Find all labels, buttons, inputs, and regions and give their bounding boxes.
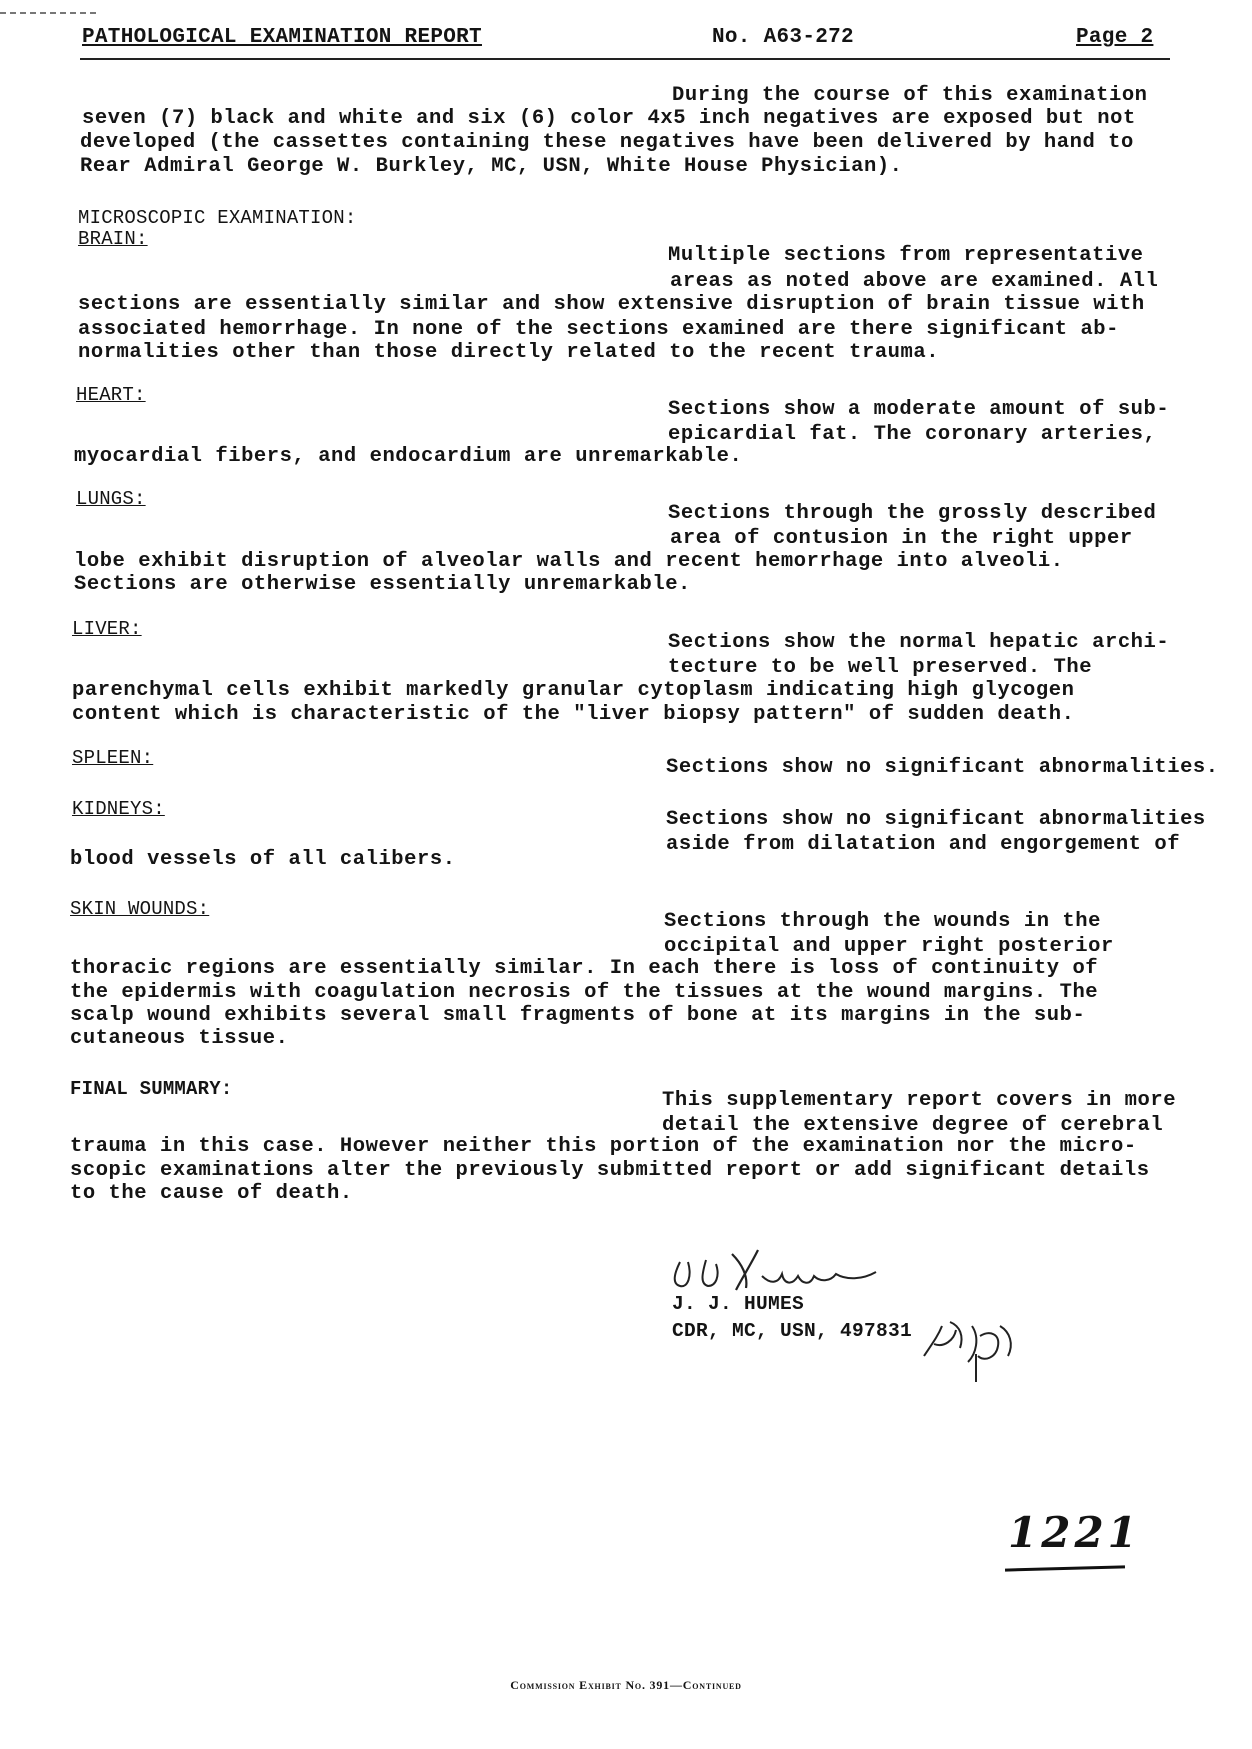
- skin-line-3: thoracic regions are essentially similar. In each there is loss of continuity of: [70, 957, 1099, 980]
- summary-line-1: This supplementary report covers in more: [662, 1089, 1177, 1112]
- heart-label: HEART:: [76, 384, 146, 406]
- summary-line-5: to the cause of death.: [70, 1182, 353, 1205]
- kidneys-label: KIDNEYS:: [72, 798, 165, 820]
- header-rule: [80, 58, 1170, 60]
- page-footer: Commission Exhibit No. 391—Continued: [510, 1678, 742, 1692]
- microscopic-heading: MICROSCOPIC EXAMINATION:: [78, 207, 357, 229]
- spleen-label: SPLEEN:: [72, 747, 154, 769]
- brain-line-2: areas as noted above are examined. All: [670, 270, 1159, 293]
- brain-label: BRAIN:: [78, 228, 148, 250]
- lungs-line-3: lobe exhibit disruption of alveolar walls and recent hemorrhage into alveoli.: [74, 550, 1064, 573]
- handwritten-signature: [662, 1240, 922, 1300]
- liver-line-1: Sections show the normal hepatic archi-: [668, 631, 1170, 654]
- skin-line-4: the epidermis with coagulation necrosis of the tissues at the wound margins. The: [70, 981, 1099, 1004]
- skin-line-2: occipital and upper right posterior: [664, 935, 1114, 958]
- brain-line-1: Multiple sections from representative: [668, 244, 1144, 267]
- top-dashed-margin: [0, 12, 96, 14]
- page-number: Page 2: [1076, 26, 1154, 49]
- summary-line-4: scopic examinations alter the previously submitted report or add significant details: [70, 1159, 1150, 1182]
- skin-line-5: scalp wound exhibits several small fragments of bone at its margins in the sub-: [70, 1004, 1086, 1027]
- lungs-label: LUNGS:: [76, 488, 146, 510]
- intro-line-2: seven (7) black and white and six (6) color 4x5 inch negatives are exposed but not: [82, 107, 1136, 130]
- heart-line-3: myocardial fibers, and endocardium are unremarkable.: [74, 445, 743, 468]
- intro-line-4: Rear Admiral George W. Burkley, MC, USN, White House Physician).: [80, 155, 903, 178]
- lungs-line-2: area of contusion in the right upper: [670, 527, 1133, 550]
- skin-line-6: cutaneous tissue.: [70, 1027, 289, 1050]
- kidneys-line-1: Sections show no significant abnormalities: [666, 808, 1206, 831]
- final-summary-label: FINAL SUMMARY:: [70, 1078, 233, 1100]
- intro-line-1: During the course of this examination: [672, 84, 1148, 107]
- exhibit-number: 1221: [1008, 1508, 1141, 1557]
- heart-line-2: epicardial fat. The coronary arteries,: [668, 423, 1157, 446]
- skin-wounds-label: SKIN WOUNDS:: [70, 898, 210, 920]
- lungs-line-4: Sections are otherwise essentially unremarkable.: [74, 573, 691, 596]
- summary-line-3: trauma in this case. However neither this portion of the examination nor the micro-: [70, 1135, 1137, 1158]
- brain-line-5: normalities other than those directly related to the recent trauma.: [78, 341, 940, 364]
- lungs-line-1: Sections through the grossly described: [668, 502, 1157, 525]
- kidneys-line-3: blood vessels of all calibers.: [70, 848, 456, 871]
- skin-line-1: Sections through the wounds in the: [664, 910, 1101, 933]
- heart-line-1: Sections show a moderate amount of sub-: [668, 398, 1170, 421]
- report-title: PATHOLOGICAL EXAMINATION REPORT: [82, 26, 482, 49]
- liver-label: LIVER:: [72, 618, 142, 640]
- intro-line-3: developed (the cassettes containing these negatives have been delivered by hand to: [80, 131, 1134, 154]
- liver-line-4: content which is characteristic of the "liver biopsy pattern" of sudden death.: [72, 703, 1075, 726]
- brain-line-3: sections are essentially similar and show extensive disruption of brain tissue with: [78, 293, 1145, 316]
- brain-line-4: associated hemorrhage. In none of the sections examined are there significant ab-: [78, 318, 1120, 341]
- exhibit-number-underline: [1005, 1565, 1125, 1571]
- spleen-line-1: Sections show no significant abnormalities.: [666, 756, 1219, 779]
- report-number: No. A63-272: [712, 26, 854, 49]
- liver-line-3: parenchymal cells exhibit markedly granular cytoplasm indicating high glycogen: [72, 679, 1075, 702]
- summary-line-2: detail the extensive degree of cerebral: [662, 1114, 1164, 1137]
- liver-line-2: tecture to be well preserved. The: [668, 656, 1093, 679]
- signer-name: J. J. HUMES: [672, 1293, 805, 1315]
- kidneys-line-2: aside from dilatation and engorgement of: [666, 833, 1181, 856]
- handwritten-initials: [914, 1296, 1034, 1392]
- signer-title: CDR, MC, USN, 497831: [672, 1320, 913, 1342]
